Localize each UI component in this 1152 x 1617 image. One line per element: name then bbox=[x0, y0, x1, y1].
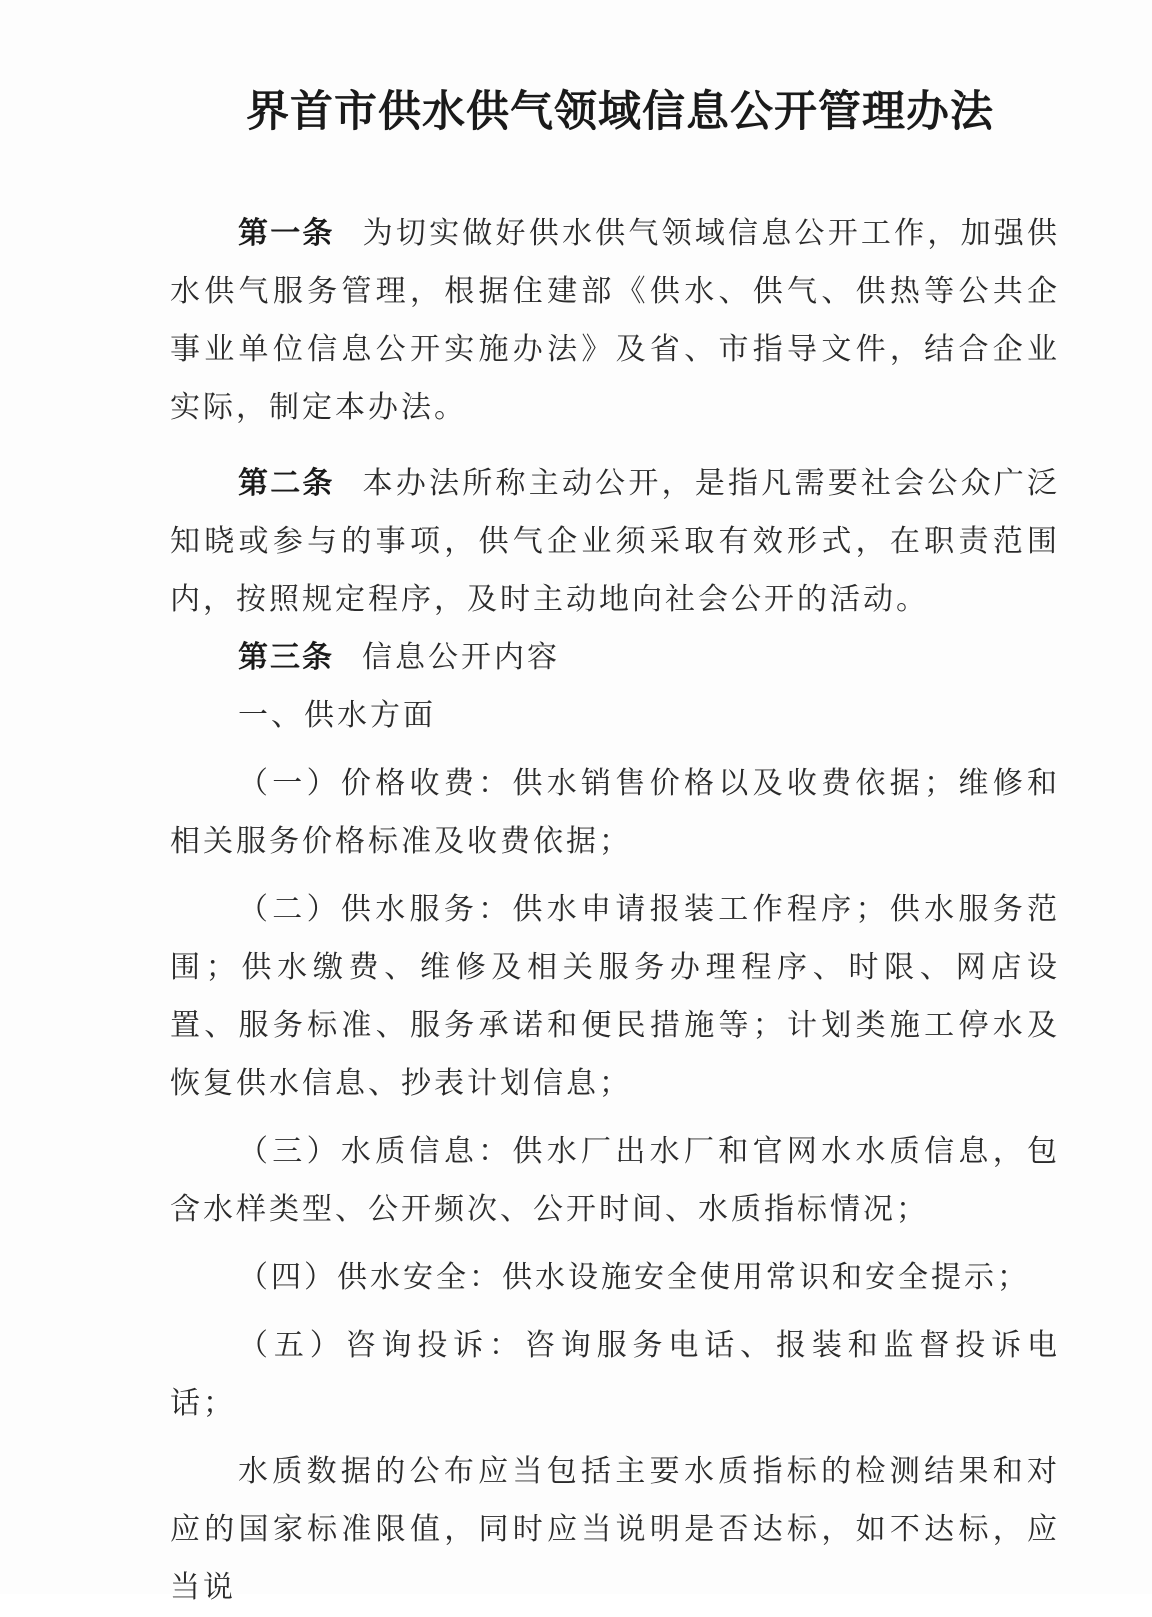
list-item-complaints: （五）咨询投诉：咨询服务电话、报装和监督投诉电话； bbox=[170, 1328, 1060, 1421]
article-3 bbox=[170, 629, 1060, 687]
article-2-text: 本办法所称主动公开，是指凡需要社会公众广泛知晓或参与的事项，供气企业须采取有效形式，在职责范围内，按照规定程序，及时主动地向社会公开的活动。 bbox=[170, 466, 1061, 617]
article-2 bbox=[170, 455, 1060, 629]
article-1-text: 为切实做好供水供气领域信息公开工作，加强供水供气服务管理，根据住建部《供水、供气、供热等公共企事业单位信息公开实施办法》及省、市指导文件，结合企业实际，制定本办法。 bbox=[170, 216, 1061, 425]
article-1-label: 第一条 bbox=[238, 216, 335, 251]
closing-paragraph: 水质数据的公布应当包括主要水质指标的检测结果和对应的国家标准限值，同时应当说明是否达标，如不达标，应当说 bbox=[170, 1454, 1060, 1605]
document-body bbox=[170, 205, 1060, 1617]
article-1 bbox=[170, 205, 1060, 437]
article-3-text: 信息公开内容 bbox=[362, 640, 560, 675]
list-item-water-quality: （三）水质信息：供水厂出水厂和官网水水质信息，包含水样类型、公开频次、公开时间、水质指标情况； bbox=[170, 1134, 1060, 1227]
article-3-label: 第三条 bbox=[238, 640, 334, 675]
list-item-safety: （四）供水安全：供水设施安全使用常识和安全提示； bbox=[238, 1260, 1030, 1295]
article-2-label: 第二条 bbox=[238, 466, 335, 501]
document-title: 界首市供水供气领域信息公开管理办法 bbox=[246, 87, 994, 137]
list-item-pricing: （一）价格收费：供水销售价格以及收费依据；维修和相关服务价格标准及收费依据； bbox=[170, 766, 1060, 859]
list-item-service: （二）供水服务：供水申请报装工作程序；供水服务范围；供水缴费、维修及相关服务办理程序、时限、网店设置、服务标准、服务承诺和便民措施等；计划类施工停水及恢复供水信息、抄表计划信息； bbox=[170, 892, 1060, 1101]
section-water-supply: 一、供水方面 bbox=[238, 698, 436, 733]
